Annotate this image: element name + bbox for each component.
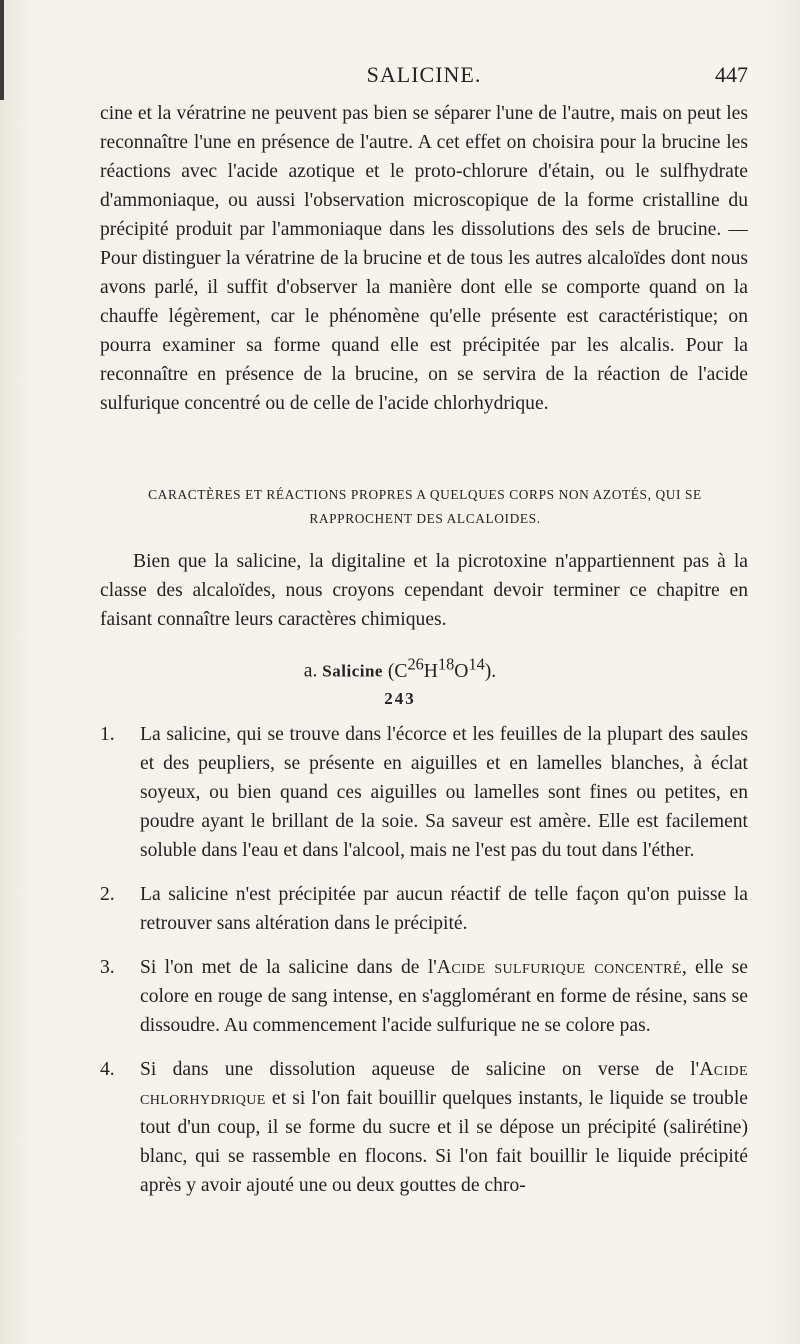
section-number: 243 — [384, 689, 416, 708]
item-number: 4. — [100, 1059, 115, 1080]
formula-open: (C — [387, 660, 408, 682]
item-number: 1. — [100, 724, 115, 745]
reagent-name: Acide chlorhydrique — [140, 1059, 748, 1109]
substance-formula — [387, 654, 497, 682]
formula-oxygen: O — [454, 660, 469, 682]
numbered-list — [100, 720, 748, 1215]
item-text-after: et si l'on fait bouillir quelques instants, le liquide se trouble tout d'un coup, il se forme du sucre et il se dépose un précipité (salirétine) blanc, qui se rassemble en flocons. Si l'on fait bouillir le liquide précipité après y avoir ajouté une ou deux gouttes de chro- — [140, 1088, 748, 1196]
list-item — [100, 720, 748, 865]
substance-name: Salicine — [322, 661, 383, 681]
section-heading: CARACTÈRES ET RÉACTIONS PROPRES A QUELQUES CORPS NON AZOTÉS, QUI SE RAPPROCHENT DES ALCALOIDES. — [148, 487, 702, 526]
list-item — [100, 953, 748, 1040]
running-head — [100, 62, 748, 90]
item-number: 2. — [100, 884, 115, 905]
item-text: La salicine n'est précipitée par aucun réactif de telle façon qu'on puisse la retrouver sans altération dans le précipité. — [140, 884, 748, 934]
page-number: 447 — [715, 62, 748, 87]
item-text-after: , elle se colore en rouge de sang intense, en s'agglomérant en forme de résine, sans se dissoudre. Au commencement l'acide sulfurique ne se colore pas. — [140, 957, 748, 1036]
item-text-before: Si l'on met de la salicine dans de l' — [140, 957, 437, 978]
list-item — [100, 1055, 748, 1200]
running-title: SALICINE. — [366, 62, 482, 87]
substance-title — [0, 649, 800, 686]
item-text — [140, 957, 748, 1036]
formula-sub-carbon: 26 — [407, 654, 424, 673]
formula-hydrogen: H — [423, 660, 438, 682]
page-binding-edge — [0, 0, 4, 100]
intro-paragraph: cine et la vératrine ne peuvent pas bien se séparer l'une de l'autre, mais on peut les reconnaître l'une en présence de l'autre. A cet effet on choisira pour la brucine les réactions avec l'acide azotique et le proto-chlorure d'étain, ou le sulfhydrate d'ammoniaque, ou aussi l'observation microscopique de la forme cristalline du précipité produit par l'ammoniaque dans les dissolutions des sels de brucine. — Pour distinguer la vératrine de la brucine et de tous les autres alcaloïdes dont nous avons parlé, il suffit d'observer la manière dont elle se comporte quand on la chauffe légèrement, car le phénomène qu'elle présente est caractéristique; on pourra examiner sa forme quand elle est précipitée par les alcalis. Pour la reconnaître en présence de la brucine, on se servira de la réaction de l'acide sulfurique concentré ou de celle de l'acide chlorhydrique. — [100, 103, 748, 414]
section-paragraph: Bien que la salicine, la digitaline et la picrotoxine n'appartiennent pas à la classe des alcaloïdes, nous croyons cependant devoir terminer ce chapitre en faisant connaître leurs caractères chimiques. — [100, 551, 748, 630]
formula-sub-oxygen: 14 — [468, 654, 485, 673]
reagent-name: Acide sulfurique concentré — [436, 957, 682, 978]
formula-close: ). — [484, 660, 497, 682]
item-text: La salicine, qui se trouve dans l'écorce et les feuilles de la plupart des saules et des peupliers, se présente en aiguilles et en lamelles blanches, à éclat soyeux, ou bien quand ces aiguilles ou lamelles sont fines ou petites, en poudre ayant le brillant de la soie. Sa saveur est amère. Elle est facilement soluble dans l'eau et dans l'alcool, mais ne l'est pas du tout dans l'éther. — [140, 724, 748, 861]
item-number: 3. — [100, 957, 115, 978]
list-item — [100, 880, 748, 938]
item-text-before: Si dans une dissolution aqueuse de salicine on verse de l' — [140, 1059, 700, 1080]
substance-prefix: a. — [303, 660, 318, 682]
item-text — [140, 1059, 748, 1196]
formula-sub-hydrogen: 18 — [437, 654, 455, 673]
